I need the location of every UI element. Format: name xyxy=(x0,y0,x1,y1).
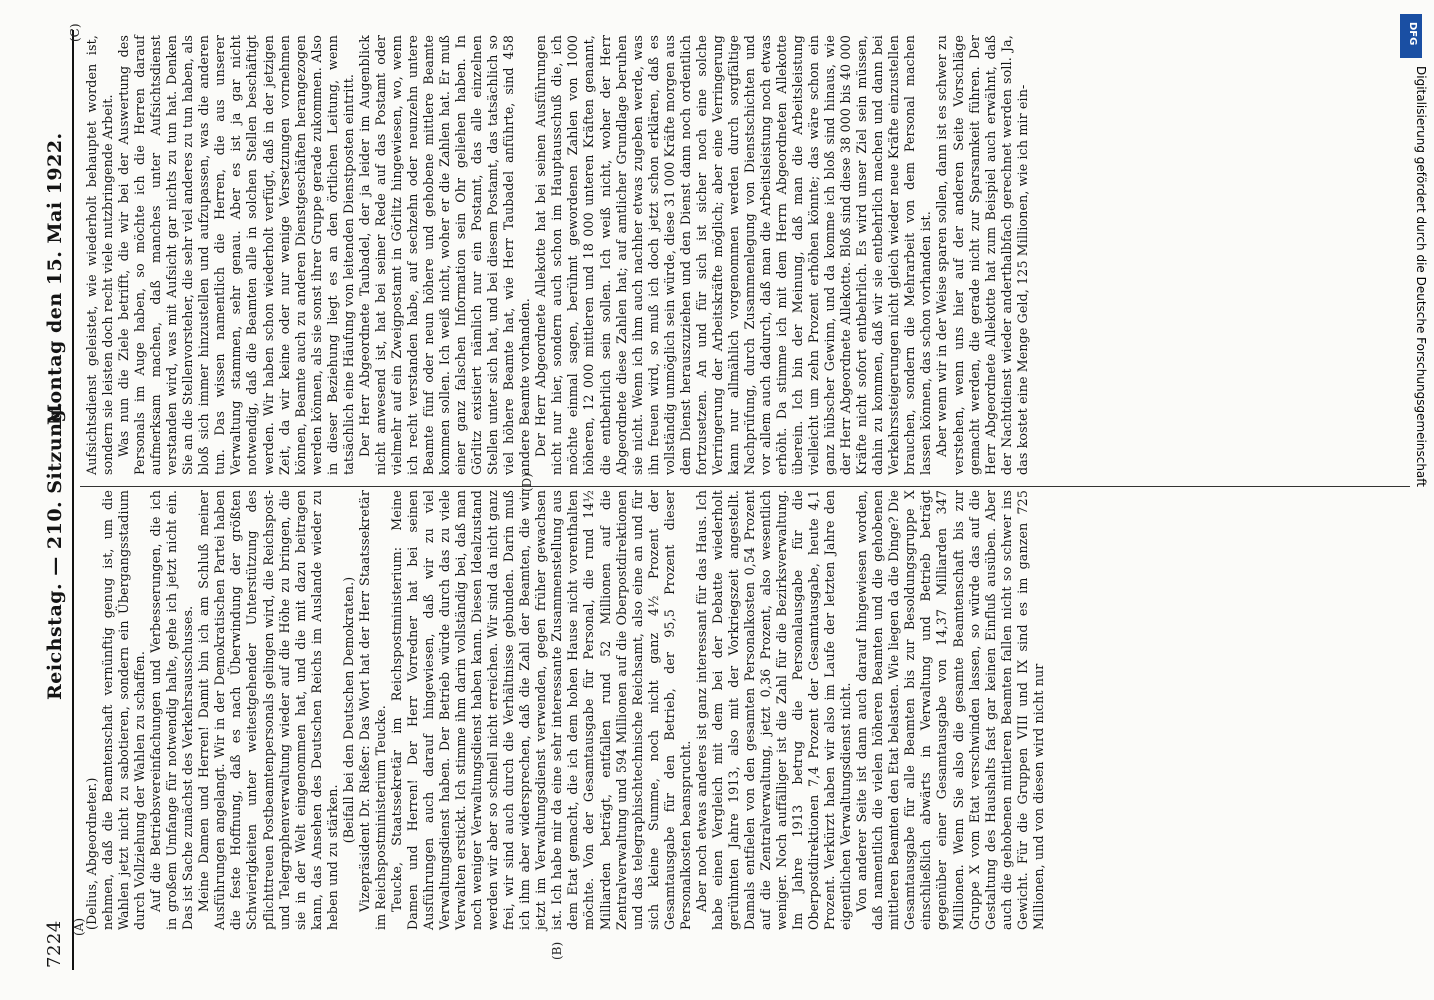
paragraph: Aber wenn wir in der Weise sparen sollen, dann ist es schwer zu verstehen, wenn uns hier auf der anderen Seite Vorschläge gemacht werden, die gerade nicht zur Sparsamkeit führen. Der Herr Abgeordnete Allekotte hat zum Beispiel auch erwähnt, daß der Nachtdienst wieder anderthalbfach gerechnet werden soll. Ja, das kostet eine Menge Geld, 125 Millionen, wie ich mir ein- xyxy=(934,35,1030,475)
digitization-credit xyxy=(1398,6,1428,996)
right-running-head: Montag den 15. Mai 1922. xyxy=(44,132,66,425)
dfg-logo: DFG xyxy=(1400,14,1422,58)
paragraph: Vizepräsident Dr. Rießer: Das Wort hat der Herr Staatssekretär im Reichspostministerium Teucke. xyxy=(356,490,388,930)
paragraph: Der Herr Abgeordnete Allekotte hat bei seinen Ausführungen nicht nur hier, sondern auch schon im Hauptausschuß die, ich möchte einmal sagen, berühmt gewordenen Zahlen von 1000 höheren, 12 000 mittleren und 18 000 unteren Kräften genannt, die entbehrlich sein sollen. Ich weiß nicht, woher der Herr Abgeordnete diese Zahlen hat; auf amtlicher Grundlage beruhen sie nicht. Wenn ich ihm auch nachher etwas zugeben werde, was ihn freuen wird, so muß ich doch jetzt schon erklären, daß es vollständig unmöglich sein würde, diese 31 000 Kräfte morgen aus dem Dienst herauszuziehen und den Dienst dann noch ordentlich fortzusetzen. An und für sich ist sicher noch eine solche Verringerung der Arbeitskräfte möglich; aber eine Verringerung kann nur allmählich vorgenommen werden durch sorgfältige Nachprüfung, durch Zusammenlegung von Dienstschichten und vor allem auch dadurch, daß man die Arbeitsleistung noch etwas erhöht. Da stimme ich mit dem Herrn Abgeordneten Allekotte überein. Ich bin der Meinung, daß man die Arbeitsleistung vielleicht um zehn Prozent erhöhen könnte; das wäre schon ein ganz hübscher Gewinn, und da komme ich bloß sind hinaus, wie der Herr Abgeordnete Allekotte. Bloß sind diese 38 000 bis 40 000 Kräfte nicht sofort entbehrlich. Es wird unser Ziel sein müssen, dahin zu kommen, daß wir sie entbehrlich machen und dann bei Verkehrssteigerungen nicht gleich wieder neue Kräfte einzustellen brauchen, sondern die Mehrarbeit von dem Personal machen lassen können, das schon vorhanden ist. xyxy=(533,35,934,475)
margin-marker-a: (A) xyxy=(72,917,86,936)
margin-marker-d: (D) xyxy=(520,473,534,492)
page-number: 7224 xyxy=(44,920,65,968)
margin-marker-b: (B) xyxy=(550,941,564,960)
paragraph: (Delius, Abgeordneter.) xyxy=(84,777,99,930)
header-rule xyxy=(72,30,74,970)
paragraph: Was nun die Ziele betrifft, die wir bei der Auswertung des Personals im Auge haben, so möchte ich die Herren darauf aufmerksam machen, daß manches unter Aufsichtsdienst verstanden wird, was mit Aufsicht gar nichts zu tun hat. Denken Sie an die Stellenvorsteher, die sehr viel anderes zu tun haben, als bloß sich immer hinzustellen und aufzupassen, was die anderen tun. Das wissen namentlich die Herren, die aus unserer Verwaltung stammen, sehr genau. Aber es ist ja gar nicht notwendig, daß die Beamten alle in solchen Stellen beschäftigt werden. Wir haben schon wiederholt verfügt, daß in der jetzigen Zeit, da wir keine oder nur wenige Versetzungen vornehmen können, Beamte auch zu anderen Dienstgeschäften herangezogen werden können, als sie sonst ihrer Gruppe gerade zukommen. Also in dieser Beziehung liegt es an den örtlichen Leitung, wenn tatsächlich eine Häufung von leitenden Dienstposten eintritt. xyxy=(116,35,356,475)
margin-marker-c: (C) xyxy=(68,23,82,42)
paragraph: Aber noch etwas anderes ist ganz interessant für das Haus. Ich habe einen Vergleich mit dem bei der Debatte wiederholt gerühmten Jahre 1913, also mit der Vorkriegszeit angestellt. Damals entfielen von den gesamten Personalkosten 0,54 Prozent auf die Zentralverwaltung, jetzt 0,36 Prozent, also wesentlich weniger. Noch auffälliger ist die Zahl für die Bezirksverwaltung. Im Jahre 1913 betrug die Personalausgabe für die Oberpostdirektionen 7,4 Prozent der Gesamtausgabe, heute 4,1 Prozent. Verkürzt haben wir also im Laufe der letzten Jahre den eigentlichen Verwaltungsdienst nicht. xyxy=(693,490,854,930)
paragraph: Meine Damen und Herren! Damit bin ich am Schluß meiner Ausführungen angelangt. Wir in der Demokratischen Partei haben die feste Hoffnung, daß es nach Überwindung der größten Schwierigkeiten unter weitestgehender Unterstützung des pflichttreuen Postbeamtenpersonals gelingen wird, die Reichspost- und Telegraphenverwaltung wieder auf die Höhe zu bringen, die sie in der Welt eingenommen hat, und die mit dazu beitragen kann, das Ansehen des Deutschen Reichs im Auslande wieder zu heben und zu stärken. xyxy=(196,490,340,930)
credit-text: Digitalisierung gefördert durch die Deutsche Forschungsgemeinschaft xyxy=(1414,66,1428,488)
left-text-column xyxy=(84,490,1047,930)
paragraph: nehmen, daß die Beamtenschaft vernünftig genug ist, um die Wahlen jetzt nicht zu sabotieren, sondern ein Übergangsstadium durch Vollziehung der Wahlen zu schaffen. xyxy=(100,490,148,930)
paragraph: (Beifall bei den Deutschen Demokraten.) xyxy=(340,576,356,844)
paragraph: Teucke, Staatssekretär im Reichspostministerium: Meine Damen und Herren! Der Herr Vorredner hat bei seinen Ausführungen auch darauf hingewiesen, daß wir zu viel Verwaltungsdienst haben. Der Betrieb würde durch das zu viele Verwalten erstickt. Ich stimme ihm darin vollständig bei, daß man noch weniger Verwaltungsdienst haben kann. Diesen Idealzustand werden wir aber so schnell nicht erreichen. Wir sind da nicht ganz frei, wir sind auch durch die Verhältnisse gebunden. Darin muß ich ihm aber widersprechen, daß die Zahl der Beamten, die wir jetzt im Verwaltungsdienst verwenden, gegen früher gewachsen ist. Ich habe mir da eine sehr interessante Zusammenstellung aus dem Etat gemacht, die ich dem hohen Hause nicht vorenthalten möchte. Von der Gesamtausgabe für Personal, die rund 14½ Milliarden beträgt, entfallen rund 52 Millionen auf die Zentralverwaltung und 594 Millionen auf die Oberpostdirektionen und das telegraphischtechnische Reichsamt, also eine an und für sich kleine Summe, noch nicht ganz 4½ Prozent der Gesamtausgabe für den Betrieb, der 95,5 Prozent dieser Personalkosten beansprucht. xyxy=(388,490,693,930)
paragraph: Der Herr Abgeordnete Taubadel, der ja leider im Augenblick nicht anwesend ist, hat bei seiner Rede auf das Postamt oder vielmehr auf ein Zweigpostamt in Görlitz hingewiesen, wo, wenn ich recht verstanden habe, auf sechzehn oder neunzehn untere Beamte fünf oder neun höhere und gehobene mittlere Beamte kommen sollen. Ich weiß nicht, woher er die Zahlen hat. Er muß einer ganz falschen Information sein Ohr geliehen haben. In Görlitz existiert nämlich nur ein Postamt, das alle einzelnen Stellen unter sich hat, und bei diesem Postamt, das tatsächlich so viel höhere Beamte hat, wie Herr Taubadel anführte, sind 458 andere Beamte vorhanden. xyxy=(356,35,533,475)
paragraph: Aufsichtsdienst geleistet, wie wiederholt behauptet worden ist, sondern sie leisten doch recht viele nutzbringende Arbeit. xyxy=(84,35,116,475)
column-divider xyxy=(80,486,1410,487)
paragraph: Von anderer Seite ist dann auch darauf hingewiesen worden, daß namentlich die vielen höheren Beamten und die gehobenen mittleren Beamten den Etat belasten. Wie liegen da die Dinge? Die Gesamtausgabe für alle Beamten bis zur Besoldungsgruppe X einschließlich abwärts in Verwaltung und Betrieb beträgt gegenüber einer Gesamtausgabe von 14,37 Milliarden 347 Millionen. Wenn Sie also die gesamte Beamtenschaft bis zur Gruppe X vom Etat verschwinden lassen, so würde das auf die Gestaltung des Haushalts fast gar keinen Einfluß ausüben. Aber auch die gehobenen mittleren Beamten fallen nicht so schwer ins Gewicht. Für die Gruppen VIII und IX sind es im ganzen 725 Millionen, und von diesen wird nicht nur xyxy=(854,490,1046,930)
paragraph: Auf die Betriebsvereinfachungen und Verbesserungen, die ich in großem Umfange für notwendig halte, gehe ich jetzt nicht ein. Das ist Sache zunächst des Verkehrsausschusses. xyxy=(148,490,196,930)
left-running-head: Reichstag. — 210. Sitzung. xyxy=(44,401,66,700)
right-text-column xyxy=(84,35,1031,475)
